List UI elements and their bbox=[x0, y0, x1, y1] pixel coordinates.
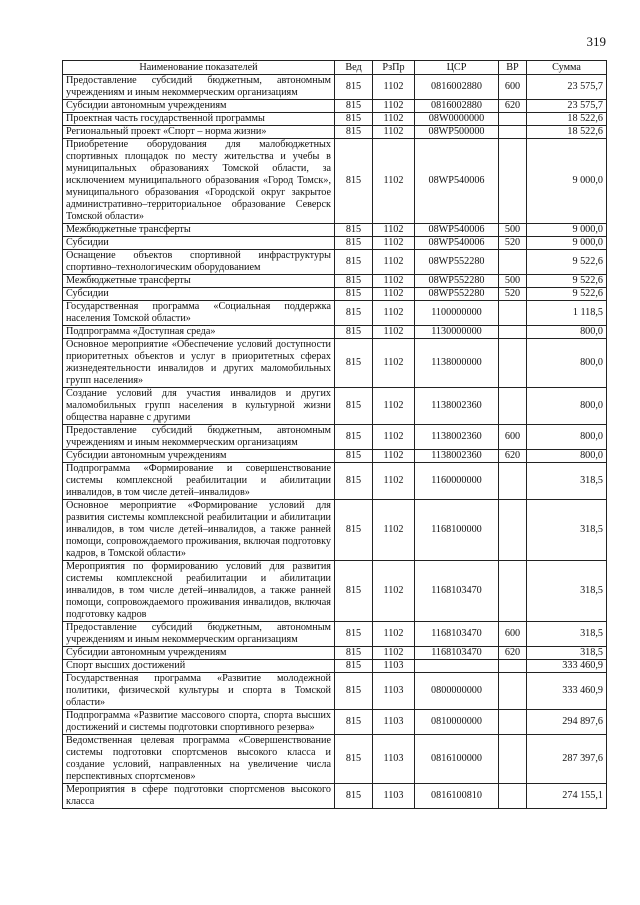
cell-rzpr: 1102 bbox=[373, 139, 415, 224]
cell-sum: 23 575,7 bbox=[527, 75, 607, 100]
cell-rzpr: 1102 bbox=[373, 339, 415, 388]
cell-csr: 0816002880 bbox=[415, 75, 499, 100]
cell-rzpr: 1103 bbox=[373, 784, 415, 809]
cell-ved: 815 bbox=[335, 425, 373, 450]
cell-csr: 08WP552280 bbox=[415, 275, 499, 288]
cell-rzpr: 1102 bbox=[373, 463, 415, 500]
cell-vr bbox=[499, 673, 527, 710]
table-row bbox=[63, 647, 607, 660]
cell-csr: 1168103470 bbox=[415, 561, 499, 622]
cell-sum: 318,5 bbox=[527, 622, 607, 647]
budget-table bbox=[62, 60, 607, 809]
cell-vr bbox=[499, 113, 527, 126]
cell-name: Создание условий для участия инвалидов и других маломобильных групп населения в культурной жизни общества наравне с другими bbox=[63, 388, 335, 425]
cell-ved: 815 bbox=[335, 660, 373, 673]
table-row bbox=[63, 75, 607, 100]
cell-ved: 815 bbox=[335, 301, 373, 326]
cell-sum: 800,0 bbox=[527, 425, 607, 450]
cell-ved: 815 bbox=[335, 673, 373, 710]
cell-rzpr: 1102 bbox=[373, 450, 415, 463]
cell-name: Государственная программа «Социальная поддержка населения Томской области» bbox=[63, 301, 335, 326]
cell-csr: 0816100000 bbox=[415, 735, 499, 784]
table-row bbox=[63, 339, 607, 388]
cell-rzpr: 1102 bbox=[373, 237, 415, 250]
cell-rzpr: 1102 bbox=[373, 561, 415, 622]
cell-ved: 815 bbox=[335, 647, 373, 660]
table-row bbox=[63, 224, 607, 237]
cell-ved: 815 bbox=[335, 339, 373, 388]
cell-ved: 815 bbox=[335, 288, 373, 301]
cell-rzpr: 1102 bbox=[373, 647, 415, 660]
table-row bbox=[63, 622, 607, 647]
cell-name: Предоставление субсидий бюджетным, автономным учреждениям и иным некоммерческим организациям bbox=[63, 622, 335, 647]
cell-rzpr: 1102 bbox=[373, 500, 415, 561]
cell-ved: 815 bbox=[335, 237, 373, 250]
cell-csr: 1100000000 bbox=[415, 301, 499, 326]
cell-ved: 815 bbox=[335, 139, 373, 224]
header-rzpr: РзПр bbox=[373, 61, 415, 75]
table-row bbox=[63, 463, 607, 500]
cell-rzpr: 1103 bbox=[373, 660, 415, 673]
cell-name: Предоставление субсидий бюджетным, автономным учреждениям и иным некоммерческим организациям bbox=[63, 75, 335, 100]
table-row bbox=[63, 673, 607, 710]
table-row bbox=[63, 660, 607, 673]
cell-vr bbox=[499, 326, 527, 339]
cell-csr: 1138002360 bbox=[415, 388, 499, 425]
cell-sum: 287 397,6 bbox=[527, 735, 607, 784]
cell-csr: 1168103470 bbox=[415, 622, 499, 647]
cell-vr bbox=[499, 660, 527, 673]
cell-vr: 520 bbox=[499, 237, 527, 250]
cell-csr: 08WP540006 bbox=[415, 139, 499, 224]
table-row bbox=[63, 450, 607, 463]
cell-name: Предоставление субсидий бюджетным, автономным учреждениям и иным некоммерческим организациям bbox=[63, 425, 335, 450]
cell-vr: 500 bbox=[499, 275, 527, 288]
cell-ved: 815 bbox=[335, 561, 373, 622]
table-header bbox=[63, 61, 607, 75]
cell-sum: 18 522,6 bbox=[527, 113, 607, 126]
cell-vr bbox=[499, 784, 527, 809]
table-row bbox=[63, 100, 607, 113]
header-name: Наименование показателей bbox=[63, 61, 335, 75]
cell-vr: 500 bbox=[499, 224, 527, 237]
cell-csr: 08WP552280 bbox=[415, 288, 499, 301]
cell-ved: 815 bbox=[335, 463, 373, 500]
cell-vr bbox=[499, 500, 527, 561]
cell-name: Региональный проект «Спорт – норма жизни» bbox=[63, 126, 335, 139]
cell-csr: 1138002360 bbox=[415, 425, 499, 450]
cell-vr bbox=[499, 735, 527, 784]
cell-name: Субсидии автономным учреждениям bbox=[63, 450, 335, 463]
cell-ved: 815 bbox=[335, 224, 373, 237]
cell-csr: 1130000000 bbox=[415, 326, 499, 339]
table-row bbox=[63, 237, 607, 250]
table-row bbox=[63, 250, 607, 275]
cell-csr: 0800000000 bbox=[415, 673, 499, 710]
cell-sum: 318,5 bbox=[527, 500, 607, 561]
cell-csr: 1160000000 bbox=[415, 463, 499, 500]
cell-csr bbox=[415, 660, 499, 673]
table-row bbox=[63, 326, 607, 339]
cell-ved: 815 bbox=[335, 126, 373, 139]
cell-ved: 815 bbox=[335, 735, 373, 784]
cell-name: Подпрограмма «Развитие массового спорта, спорта высших достижений и системы подготовки спортивного резерва» bbox=[63, 710, 335, 735]
cell-sum: 800,0 bbox=[527, 450, 607, 463]
cell-csr: 08WP552280 bbox=[415, 250, 499, 275]
cell-name: Оснащение объектов спортивной инфраструктуры спортивно–технологическим оборудованием bbox=[63, 250, 335, 275]
cell-sum: 9 000,0 bbox=[527, 139, 607, 224]
cell-rzpr: 1102 bbox=[373, 100, 415, 113]
cell-sum: 9 522,6 bbox=[527, 275, 607, 288]
cell-ved: 815 bbox=[335, 100, 373, 113]
cell-csr: 0810000000 bbox=[415, 710, 499, 735]
cell-vr bbox=[499, 388, 527, 425]
table-row bbox=[63, 301, 607, 326]
header-sum: Сумма bbox=[527, 61, 607, 75]
cell-sum: 9 522,6 bbox=[527, 250, 607, 275]
cell-name: Мероприятия по формированию условий для развития системы комплексной реабилитации и абилитации инвалидов, в том числе детей–инвалидов, а также ранней помощи, сопровождаемого проживания инвалидов, включая подготовку кадров bbox=[63, 561, 335, 622]
cell-name: Проектная часть государственной программы bbox=[63, 113, 335, 126]
cell-csr: 1168103470 bbox=[415, 647, 499, 660]
table-row bbox=[63, 710, 607, 735]
cell-sum: 1 118,5 bbox=[527, 301, 607, 326]
cell-name: Межбюджетные трансферты bbox=[63, 275, 335, 288]
cell-name: Субсидии bbox=[63, 237, 335, 250]
cell-sum: 333 460,9 bbox=[527, 660, 607, 673]
header-vr: ВР bbox=[499, 61, 527, 75]
cell-name: Спорт высших достижений bbox=[63, 660, 335, 673]
cell-name: Приобретение оборудования для малобюджетных спортивных площадок по месту жительства и учебы в муниципальных образованиях Томской области, за исключением муниципального образования «Город Томск», муниципального образования «Городской округ закрытое административно–территориальное образование Северск Томской области» bbox=[63, 139, 335, 224]
header-csr: ЦСР bbox=[415, 61, 499, 75]
cell-sum: 9 522,6 bbox=[527, 288, 607, 301]
cell-rzpr: 1102 bbox=[373, 75, 415, 100]
cell-sum: 9 000,0 bbox=[527, 224, 607, 237]
cell-csr: 08WP540006 bbox=[415, 237, 499, 250]
header-ved: Вед bbox=[335, 61, 373, 75]
table-row bbox=[63, 425, 607, 450]
cell-vr bbox=[499, 301, 527, 326]
cell-csr: 1138000000 bbox=[415, 339, 499, 388]
table-row bbox=[63, 561, 607, 622]
cell-name: Подпрограмма «Доступная среда» bbox=[63, 326, 335, 339]
table-row bbox=[63, 126, 607, 139]
cell-vr: 600 bbox=[499, 425, 527, 450]
cell-ved: 815 bbox=[335, 275, 373, 288]
cell-rzpr: 1102 bbox=[373, 301, 415, 326]
cell-vr: 620 bbox=[499, 450, 527, 463]
cell-vr bbox=[499, 339, 527, 388]
cell-ved: 815 bbox=[335, 75, 373, 100]
cell-sum: 800,0 bbox=[527, 339, 607, 388]
cell-sum: 333 460,9 bbox=[527, 673, 607, 710]
cell-name: Субсидии автономным учреждениям bbox=[63, 647, 335, 660]
cell-name: Подпрограмма «Формирование и совершенствование системы комплексной реабилитации и абилитации инвалидов, в том числе детей–инвалидов» bbox=[63, 463, 335, 500]
cell-rzpr: 1102 bbox=[373, 113, 415, 126]
cell-ved: 815 bbox=[335, 113, 373, 126]
cell-name: Государственная программа «Развитие молодежной политики, физической культуры и спорта в Томской области» bbox=[63, 673, 335, 710]
cell-ved: 815 bbox=[335, 784, 373, 809]
cell-rzpr: 1103 bbox=[373, 710, 415, 735]
page-number: 319 bbox=[586, 34, 606, 49]
cell-name: Основное мероприятие «Обеспечение условий доступности приоритетных объектов и услуг в приоритетных сферах жизнедеятельности инвалидов и других маломобильных групп населения» bbox=[63, 339, 335, 388]
cell-vr: 620 bbox=[499, 100, 527, 113]
cell-rzpr: 1102 bbox=[373, 126, 415, 139]
cell-sum: 18 522,6 bbox=[527, 126, 607, 139]
cell-vr: 600 bbox=[499, 75, 527, 100]
cell-rzpr: 1102 bbox=[373, 288, 415, 301]
table-row bbox=[63, 784, 607, 809]
cell-ved: 815 bbox=[335, 622, 373, 647]
cell-name: Ведомственная целевая программа «Совершенствование системы подготовки спортсменов высокого класса и создание условий, направленных на увеличение числа перспективных спортсменов» bbox=[63, 735, 335, 784]
cell-rzpr: 1102 bbox=[373, 388, 415, 425]
cell-name: Субсидии bbox=[63, 288, 335, 301]
cell-csr: 08W0000000 bbox=[415, 113, 499, 126]
cell-sum: 9 000,0 bbox=[527, 237, 607, 250]
cell-ved: 815 bbox=[335, 326, 373, 339]
cell-vr bbox=[499, 126, 527, 139]
cell-rzpr: 1103 bbox=[373, 735, 415, 784]
cell-sum: 274 155,1 bbox=[527, 784, 607, 809]
cell-vr bbox=[499, 561, 527, 622]
table-body bbox=[63, 75, 607, 809]
cell-rzpr: 1103 bbox=[373, 673, 415, 710]
cell-sum: 23 575,7 bbox=[527, 100, 607, 113]
cell-vr bbox=[499, 139, 527, 224]
table-row bbox=[63, 500, 607, 561]
cell-sum: 318,5 bbox=[527, 561, 607, 622]
cell-csr: 1138002360 bbox=[415, 450, 499, 463]
cell-sum: 800,0 bbox=[527, 326, 607, 339]
cell-name: Субсидии автономным учреждениям bbox=[63, 100, 335, 113]
cell-vr bbox=[499, 710, 527, 735]
table-row bbox=[63, 288, 607, 301]
cell-vr bbox=[499, 463, 527, 500]
cell-rzpr: 1102 bbox=[373, 622, 415, 647]
cell-csr: 1168100000 bbox=[415, 500, 499, 561]
cell-vr: 620 bbox=[499, 647, 527, 660]
cell-rzpr: 1102 bbox=[373, 275, 415, 288]
cell-ved: 815 bbox=[335, 500, 373, 561]
table-row bbox=[63, 275, 607, 288]
cell-rzpr: 1102 bbox=[373, 326, 415, 339]
cell-csr: 08WP540006 bbox=[415, 224, 499, 237]
cell-rzpr: 1102 bbox=[373, 224, 415, 237]
table-row bbox=[63, 139, 607, 224]
cell-vr: 520 bbox=[499, 288, 527, 301]
table-row bbox=[63, 388, 607, 425]
cell-ved: 815 bbox=[335, 388, 373, 425]
table-row bbox=[63, 113, 607, 126]
cell-rzpr: 1102 bbox=[373, 250, 415, 275]
cell-name: Межбюджетные трансферты bbox=[63, 224, 335, 237]
cell-sum: 800,0 bbox=[527, 388, 607, 425]
table-row bbox=[63, 735, 607, 784]
cell-rzpr: 1102 bbox=[373, 425, 415, 450]
cell-vr bbox=[499, 250, 527, 275]
cell-ved: 815 bbox=[335, 710, 373, 735]
cell-sum: 318,5 bbox=[527, 647, 607, 660]
cell-ved: 815 bbox=[335, 250, 373, 275]
cell-sum: 294 897,6 bbox=[527, 710, 607, 735]
cell-csr: 0816100810 bbox=[415, 784, 499, 809]
cell-ved: 815 bbox=[335, 450, 373, 463]
cell-csr: 08WP500000 bbox=[415, 126, 499, 139]
cell-csr: 0816002880 bbox=[415, 100, 499, 113]
cell-vr: 600 bbox=[499, 622, 527, 647]
cell-name: Мероприятия в сфере подготовки спортсменов высокого класса bbox=[63, 784, 335, 809]
cell-sum: 318,5 bbox=[527, 463, 607, 500]
cell-name: Основное мероприятие «Формирование условий для развития системы комплексной реабилитации и абилитации инвалидов, в том числе детей–инвалидов, а также ранней помощи, сопровождаемого проживания, включая подготовку кадров, в Томской области» bbox=[63, 500, 335, 561]
